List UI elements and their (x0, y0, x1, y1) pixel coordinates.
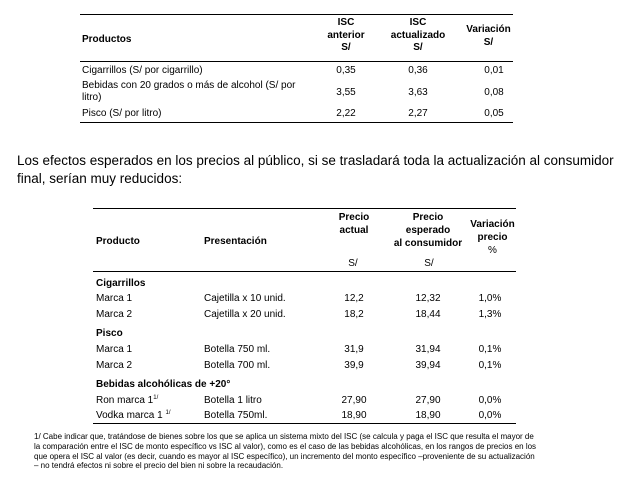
table-row-expected-price: 18,44 (415, 309, 441, 320)
table-row-isc-updated: 3,63 (408, 87, 428, 98)
group-cigarrillos: Cigarrillos (96, 278, 146, 289)
table-row-presentation: Botella 750 ml. (204, 344, 271, 355)
table-row-current-price: 31,9 (344, 344, 364, 355)
table-row-product: Ron marca $1^{1/}$ (96, 395, 159, 406)
table-row-variation: 0,0% (478, 395, 502, 406)
header-isc-updated: ISC actualizado S/ (390, 17, 446, 53)
table-row-current-price: 18,2 (344, 309, 364, 320)
header-product: Producto (96, 236, 140, 247)
table-row-isc-updated: 2,27 (408, 108, 428, 119)
table-bottom-rule (80, 122, 513, 123)
table-row-presentation: Botella 700 ml. (204, 360, 271, 371)
table-row-product: Marca 2 (96, 360, 133, 371)
header-products: Productos (82, 34, 132, 45)
table-row-expected-price: 27,90 (415, 395, 441, 406)
group-pisco: Pisco (96, 328, 123, 339)
group-bebidas-alcoholicas: Bebidas alcohólicas de +20° (96, 379, 231, 390)
body-paragraph: Los efectos esperados en los precios al público, si se trasladará toda la actualización al consumidor final, serían muy reducidos: (17, 153, 614, 186)
table-top-rule (93, 208, 516, 209)
header-variation: Variación S/ (466, 24, 511, 48)
header-expected-price: Precio esperado al consumidor (393, 212, 463, 249)
header-isc-previous: ISC anterior S/ (327, 17, 365, 53)
table-bottom-rule (93, 423, 516, 424)
table-row-expected-price: 31,94 (415, 344, 441, 355)
footnote: 1/ Cabe indicar que, tratándose de bienes sobre los que se aplica un sistema mixto del ISC (se calcula y paga el ISC que resulta el mayor de la comparación entre el ISC de monto específico vs ISC al valor), como es el caso de las bebidas alcohólicas, en los rangos de precios en los que opera el ISC al valor (es decir, cuando es mayor al ISC específico), un incremento del monto específico –proveniente de su actualización – no tendrá efectos ni sobre el precio del bien ni sobre la recaudación. (34, 432, 537, 471)
table-row-product: Marca 2 (96, 309, 133, 320)
unit-current-price: S/ (348, 258, 358, 269)
table-row-variation: 1,3% (478, 309, 502, 320)
table-row-product: Bebidas con 20 grados o más de alcohol (S/ por litro) (82, 80, 296, 103)
table-row-variation: 0,08 (484, 87, 504, 98)
footnote-marker: 1/ (165, 410, 171, 416)
header-price-variation: Variación precio % (470, 219, 515, 256)
table-row-isc-previous: 2,22 (336, 108, 356, 119)
table-row-product: Cigarrillos (S/ por cigarrillo) (82, 65, 203, 76)
table-row-product: Marca 1 (96, 293, 133, 304)
table-row-current-price: 12,2 (344, 293, 364, 304)
table-row-variation: 0,01 (484, 65, 504, 76)
table-row-isc-previous: 0,35 (336, 65, 356, 76)
table-row-variation: 1,0% (478, 293, 502, 304)
table-top-rule (80, 14, 513, 15)
unit-expected-price: S/ (424, 258, 434, 269)
table-row-presentation: Cajetilla x 20 unid. (204, 309, 286, 320)
table-row-isc-previous: 3,55 (336, 87, 356, 98)
table-header-rule (93, 271, 516, 272)
footnote-marker: 1/ (153, 395, 159, 401)
table-row-product: Vodka marca 1 $^{1/}$ (96, 410, 171, 421)
table-row-variation: 0,1% (478, 360, 502, 371)
table-row-variation: 0,0% (478, 410, 502, 421)
table-row-presentation: Botella 1 litro (204, 395, 262, 406)
table-row-variation: 0,05 (484, 108, 504, 119)
table-row-variation: 0,1% (478, 344, 502, 355)
table-row-expected-price: 18,90 (415, 410, 441, 421)
table-row-expected-price: 39,94 (415, 360, 441, 371)
table-row-current-price: 18,90 (341, 410, 367, 421)
table-row-current-price: 27,90 (341, 395, 367, 406)
table-row-product: Marca 1 (96, 344, 133, 355)
table-header-rule (80, 61, 513, 62)
table-row-expected-price: 12,32 (415, 293, 441, 304)
header-current-price: Precio actual (338, 212, 370, 236)
table-row-current-price: 39,9 (344, 360, 364, 371)
table-row-isc-updated: 0,36 (408, 65, 428, 76)
table-row-presentation: Botella 750ml. (204, 410, 268, 421)
table-row-product: Pisco (S/ por litro) (82, 108, 162, 119)
header-presentation: Presentación (204, 236, 267, 247)
table-row-presentation: Cajetilla x 10 unid. (204, 293, 286, 304)
